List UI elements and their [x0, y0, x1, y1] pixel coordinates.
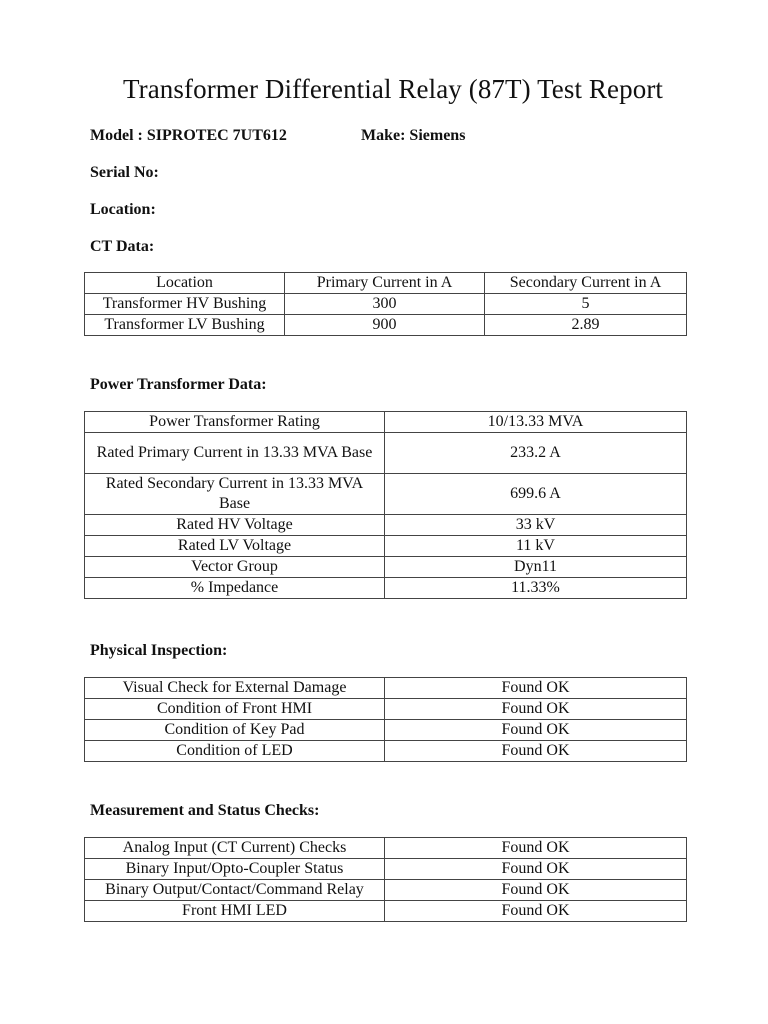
- physical-inspection-heading: Physical Inspection:: [90, 642, 228, 659]
- table-cell: Visual Check for External Damage: [85, 678, 385, 699]
- table-row: [85, 536, 687, 557]
- table-cell: Transformer LV Bushing: [85, 315, 285, 336]
- table-row: [85, 412, 687, 433]
- column-header: Primary Current in A: [285, 273, 485, 294]
- table-row: [85, 557, 687, 578]
- table-cell: Binary Input/Opto-Coupler Status: [85, 859, 385, 880]
- table-cell: Condition of Front HMI: [85, 699, 385, 720]
- table-row: [85, 741, 687, 762]
- location-label: Location:: [90, 201, 156, 218]
- table-cell: Rated HV Voltage: [85, 515, 385, 536]
- table-cell: Found OK: [385, 880, 687, 901]
- table-cell: Rated Secondary Current in 13.33 MVA Base: [85, 474, 385, 515]
- table-cell: Rated LV Voltage: [85, 536, 385, 557]
- table-cell: Transformer HV Bushing: [85, 294, 285, 315]
- measurement-checks-heading: Measurement and Status Checks:: [90, 802, 320, 819]
- measurement-checks-table: [84, 837, 687, 922]
- table-cell: 233.2 A: [385, 433, 687, 474]
- table-header-row: [85, 273, 687, 294]
- table-cell: Found OK: [385, 859, 687, 880]
- table-cell: 10/13.33 MVA: [385, 412, 687, 433]
- table-cell: Found OK: [385, 678, 687, 699]
- table-cell: Vector Group: [85, 557, 385, 578]
- table-cell: Found OK: [385, 838, 687, 859]
- table-row: [85, 315, 687, 336]
- table-cell: 699.6 A: [385, 474, 687, 515]
- table-cell: Power Transformer Rating: [85, 412, 385, 433]
- table-row: [85, 720, 687, 741]
- table-row: [85, 901, 687, 922]
- column-header: Location: [85, 273, 285, 294]
- table-cell: 900: [285, 315, 485, 336]
- table-row: [85, 859, 687, 880]
- table-cell: Found OK: [385, 720, 687, 741]
- table-row: [85, 578, 687, 599]
- ct-data-heading: CT Data:: [90, 238, 155, 255]
- table-cell: 300: [285, 294, 485, 315]
- column-header: Secondary Current in A: [485, 273, 687, 294]
- table-cell: Found OK: [385, 741, 687, 762]
- table-cell: 11.33%: [385, 578, 687, 599]
- table-cell: 33 kV: [385, 515, 687, 536]
- table-row: [85, 474, 687, 515]
- physical-inspection-table: [84, 677, 687, 762]
- table-cell: 5: [485, 294, 687, 315]
- table-row: [85, 294, 687, 315]
- table-cell: Dyn11: [385, 557, 687, 578]
- table-row: [85, 515, 687, 536]
- table-cell: Front HMI LED: [85, 901, 385, 922]
- table-cell: % Impedance: [85, 578, 385, 599]
- table-cell: 2.89: [485, 315, 687, 336]
- table-row: [85, 433, 687, 474]
- table-row: [85, 838, 687, 859]
- table-cell: Found OK: [385, 901, 687, 922]
- table-cell: Binary Output/Contact/Command Relay: [85, 880, 385, 901]
- power-transformer-heading: Power Transformer Data:: [90, 376, 267, 393]
- ct-data-table: [84, 272, 687, 336]
- table-cell: Condition of LED: [85, 741, 385, 762]
- table-row: [85, 699, 687, 720]
- power-transformer-table: [84, 411, 687, 599]
- table-row: [85, 678, 687, 699]
- model-label: Model : SIPROTEC 7UT612: [90, 127, 287, 144]
- table-cell: 11 kV: [385, 536, 687, 557]
- table-cell: Found OK: [385, 699, 687, 720]
- serial-label: Serial No:: [90, 164, 159, 181]
- table-cell: Analog Input (CT Current) Checks: [85, 838, 385, 859]
- report-title: Transformer Differential Relay (87T) Test Report: [122, 74, 664, 104]
- table-cell: Condition of Key Pad: [85, 720, 385, 741]
- table-row: [85, 880, 687, 901]
- table-cell: Rated Primary Current in 13.33 MVA Base: [85, 433, 385, 474]
- make-label: Make: Siemens: [361, 127, 466, 144]
